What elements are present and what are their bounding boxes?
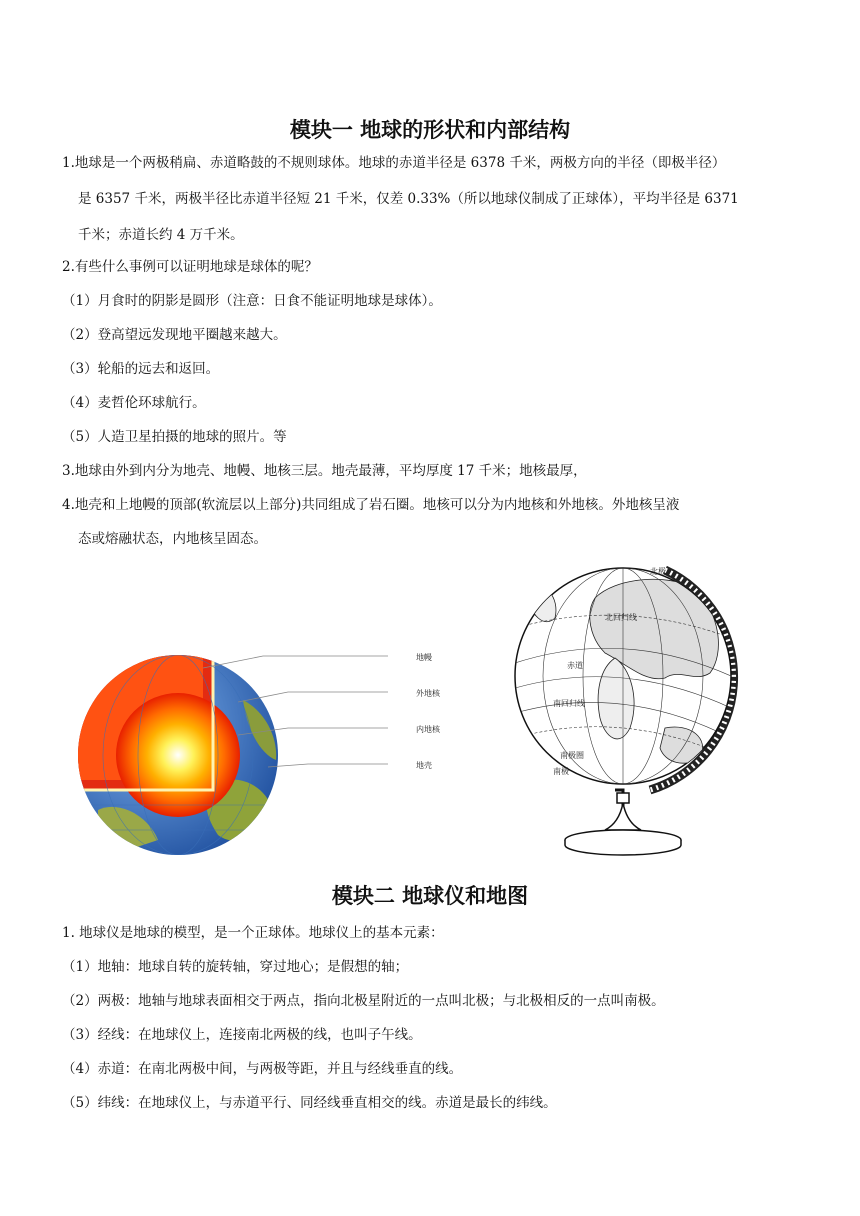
evidence-item: （5）人造卫星拍摄的地球的照片。等 bbox=[62, 429, 287, 445]
paragraph-4-line-1: 4.地壳和上地幔的顶部(软流层以上部分)共同组成了岩石圈。地核可以分为内地核和外地核。外地核呈液 bbox=[62, 497, 680, 513]
evidence-item: （1）月食时的阴影是圆形（注意：日食不能证明地球是球体）。 bbox=[62, 293, 442, 309]
earth-structure-figure bbox=[78, 640, 458, 860]
paragraph-3: 3.地球由外到内分为地壳、地幔、地核三层。地壳最薄，平均厚度 17 千米；地核最厚， bbox=[62, 463, 587, 479]
paragraph-1-line-3: 千米；赤道长约 4 万千米。 bbox=[78, 227, 244, 243]
paragraph-1-line-2: 是 6357 千米，两极半径比赤道半径短 21 千米，仅差 0.33%（所以地球仪制成了正球体），平均半径是 6371 bbox=[78, 191, 739, 207]
label-tropic-south: 南回归线 bbox=[553, 699, 585, 708]
paragraph-1-line-1: 1.地球是一个两极稍扁、赤道略鼓的不规则球体。地球的赤道半径是 6378 千米，两极方向的半径（即极半径） bbox=[62, 155, 726, 171]
module2-title: 模块二 地球仪和地图 bbox=[331, 884, 529, 908]
label-mantle: 地幔 bbox=[416, 653, 432, 662]
globe-figure bbox=[505, 558, 755, 858]
globe-icon bbox=[515, 568, 734, 855]
globe-element-item: （5）纬线：在地球仪上，与赤道平行、同经线垂直相交的线。赤道是最长的纬线。 bbox=[62, 1095, 557, 1111]
earth-globe-icon bbox=[78, 640, 278, 860]
label-north-pole: 北极 bbox=[650, 567, 666, 576]
label-inner-core: 内地核 bbox=[416, 725, 440, 734]
globe-element-item: （2）两极：地轴与地球表面相交于两点，指向北极星附近的一点叫北极；与北极相反的一点叫南极。 bbox=[62, 993, 665, 1009]
globe-element-item: （1）地轴：地球自转的旋转轴，穿过地心；是假想的轴； bbox=[62, 959, 409, 975]
module2-paragraph-1: 1. 地球仪是地球的模型，是一个正球体。地球仪上的基本元素： bbox=[62, 925, 444, 941]
module1-title: 模块一 地球的形状和内部结构 bbox=[289, 118, 571, 142]
label-antarctic-circle: 南极圈 bbox=[560, 751, 584, 760]
globe-element-item: （3）经线：在地球仪上，连接南北两极的线，也叫子午线。 bbox=[62, 1027, 422, 1043]
paragraph-4-line-2: 态或熔融状态，内地核呈固态。 bbox=[78, 531, 267, 547]
label-tropic-north: 北回归线 bbox=[605, 613, 637, 622]
paragraph-2: 2.有些什么事例可以证明地球是球体的呢？ bbox=[62, 259, 318, 275]
label-equator: 赤道 bbox=[567, 661, 583, 670]
evidence-item: （2）登高望远发现地平圈越来越大。 bbox=[62, 327, 287, 343]
label-outer-core: 外地核 bbox=[416, 689, 440, 698]
globe-element-item: （4）赤道：在南北两极中间，与两极等距，并且与经线垂直的线。 bbox=[62, 1061, 463, 1077]
label-south-pole: 南极 bbox=[553, 767, 569, 776]
label-crust: 地壳 bbox=[416, 761, 432, 770]
evidence-item: （3）轮船的远去和返回。 bbox=[62, 361, 220, 377]
evidence-item: （4）麦哲伦环球航行。 bbox=[62, 395, 206, 411]
